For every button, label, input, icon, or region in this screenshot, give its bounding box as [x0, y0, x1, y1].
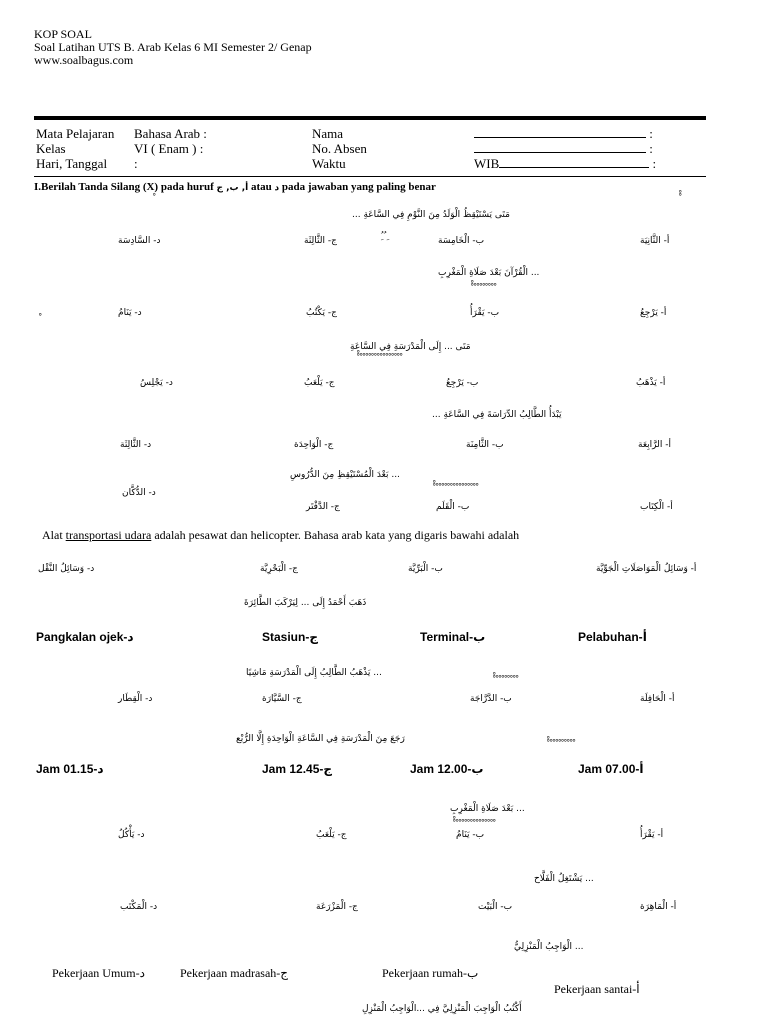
- diacritic-marks: ْ ْ: [678, 194, 681, 204]
- diacritic-marks: ْ: [152, 194, 156, 204]
- value-kelas: VI ( Enam ) :: [134, 141, 204, 156]
- q7-option-c[interactable]: Stasiun-ج: [262, 630, 318, 644]
- q7-option-a[interactable]: Pelabuhan-أ: [578, 630, 647, 644]
- diacritic-marks: ْ: [38, 314, 42, 324]
- diacritic-marks: ْ ْ ْ ْ ْ ْ ْ ْ ْ ْ ْ ْ ْ ْ ْ ْ ْ: [356, 354, 402, 364]
- q6-option-c[interactable]: ج- الْبَحْرِيَّة: [260, 564, 298, 574]
- question-5: ... بَعْدَ الْمُسْتَيْقِظِ مِنَ الدُّرُوسِ: [290, 470, 400, 480]
- q9-option-c[interactable]: Jam 12.45-ج: [262, 762, 333, 776]
- q12-option-a[interactable]: Pekerjaan santai-أ: [554, 982, 640, 996]
- q6-option-d[interactable]: د- وَسَائِلُ النَّقْل: [38, 564, 95, 574]
- q4-option-a[interactable]: أ- الرَّابِعَة: [638, 440, 671, 450]
- q3-option-c[interactable]: ج- يَلْعَبُ: [304, 378, 335, 388]
- question-6: Alat transportasi udara adalah pesawat dan helicopter. Bahasa arab kata yang digaris bawahi adalah: [42, 528, 520, 542]
- question-13: أَكْتُبُ الْوَاجِبَ الْمَنْزِلِيَّ فِي ...الْوَاجِبُ الْمَنْزِلِ: [362, 1004, 522, 1014]
- q9-option-d[interactable]: Jam 01.15-د: [36, 762, 104, 776]
- q10-option-c[interactable]: ج- يَلْعَبُ: [316, 830, 347, 840]
- no-absen-field[interactable]: :: [474, 141, 653, 156]
- kop-subtitle: Soal Latihan UTS B. Arab Kelas 6 MI Semester 2/ Genap: [34, 40, 312, 54]
- value-hari-tanggal: :: [134, 156, 138, 171]
- question-2: ... الْقُرْآنَ بَعْدَ صَلَاةِ الْمَغْرِبِ: [438, 268, 540, 278]
- q10-option-d[interactable]: د- يَأْكُلُ: [118, 830, 145, 840]
- q4-option-d[interactable]: د- الثَّالِثَة: [120, 440, 152, 450]
- question-7: ذَهَبَ أَحْمَدُ إِلَى ... لِيَرْكَبَ الطَّائِرَةَ: [244, 598, 367, 608]
- question-4: يَبْدَأُ الطَّالِبُ الدِّرَاسَةَ فِي السَّاعَةِ ...: [432, 410, 562, 420]
- q2-option-c[interactable]: ج- يَكْتُبُ: [306, 308, 337, 318]
- instruction: I.Berilah Tanda Silang (X) pada huruf أ, ب, ج atau د pada jawaban yang paling benar: [34, 181, 436, 193]
- q2-option-b[interactable]: ب- يَقْرَأُ: [470, 308, 500, 318]
- nama-field[interactable]: :: [474, 126, 653, 141]
- q3-option-b[interactable]: ب- يَرْجِعُ: [446, 378, 479, 388]
- diacritic-marks: ْ ْ ْ ْ ْ ْ ْ ْ ْ ْ: [470, 284, 496, 294]
- label-nama: Nama: [312, 126, 344, 141]
- q3-option-d[interactable]: د- يَجْلِسُ: [140, 378, 173, 388]
- q1-option-b[interactable]: ب- الْخَامِسَة: [438, 236, 485, 246]
- diacritic-marks: ُ ِ ُ ِ: [380, 232, 389, 242]
- q11-option-d[interactable]: د- الْمَكْتَب: [120, 902, 158, 912]
- kop-title: KOP SOAL: [34, 27, 92, 41]
- q12-option-c[interactable]: Pekerjaan madrasah-ج: [180, 966, 289, 980]
- q8-option-b[interactable]: ب- الدَّرَّاجَة: [470, 694, 512, 704]
- label-no-absen: No. Absen: [312, 141, 367, 156]
- question-10: ... بَعْدَ صَلَاةِ الْمَغْرِبِ: [450, 804, 525, 814]
- q11-option-a[interactable]: أ- الْمَاهِرَة: [640, 902, 677, 912]
- header-divider-thin: [34, 176, 706, 177]
- q11-option-c[interactable]: ج- الْمَزْرَعَة: [316, 902, 358, 912]
- label-mata-pelajaran: Mata Pelajaran: [36, 126, 115, 141]
- q10-option-b[interactable]: ب- يَنَامُ: [456, 830, 485, 840]
- q12-option-d[interactable]: Pekerjaan Umum-د: [52, 966, 145, 980]
- question-9: رَجَعَ مِنَ الْمَدْرَسَةِ فِي السَّاعَةِ الْوَاحِدَةِ إِلَّا الرُّبْع: [236, 734, 405, 744]
- q4-option-c[interactable]: ج- الْوَاحِدَة: [294, 440, 334, 450]
- q12-option-b[interactable]: Pekerjaan rumah-ب: [382, 966, 479, 980]
- q6-option-b[interactable]: ب- الْبَرِّيَّة: [408, 564, 443, 574]
- q3-option-a[interactable]: أ- يَذْهَبُ: [636, 378, 666, 388]
- q9-option-a[interactable]: Jam 07.00-أ: [578, 762, 644, 776]
- question-12: ... الْوَاجِبُ الْمَنْزِلِيُّ: [514, 942, 584, 952]
- q5-option-c[interactable]: ج- الدَّفْتَر: [306, 502, 340, 512]
- q8-option-a[interactable]: أ- الْحَافِلَة: [640, 694, 675, 704]
- question-1: مَتَى يَسْتَيْقِظُ الْوَلَدُ مِنَ النَّوْمِ فِي السَّاعَةِ ...: [352, 210, 510, 220]
- kop-website[interactable]: www.soalbagus.com: [34, 53, 134, 67]
- value-mata-pelajaran: Bahasa Arab :: [134, 126, 207, 141]
- q2-option-a[interactable]: أ- يَرْجِعُ: [640, 308, 667, 318]
- question-8: ... يَذْهَبُ الطَّالِبُ إِلَى الْمَدْرَسَةِ مَاشِيًا: [246, 668, 382, 678]
- header-divider-thick: [34, 116, 706, 120]
- diacritic-marks: ْ ْ ْ ْ ْ ْ ْ ْ ْ ْ ْ ْ ْ ْ ْ ْ ْ: [432, 484, 478, 494]
- diacritic-marks: ْ ْ ْ ْ ْ ْ ْ ْ ْ ْ ْ: [546, 740, 575, 750]
- q1-option-a[interactable]: أ- الثَّانِيَة: [640, 236, 670, 246]
- q10-option-a[interactable]: أ- يَقْرَأُ: [640, 830, 664, 840]
- label-hari-tanggal: Hari, Tanggal: [36, 156, 108, 171]
- q8-option-c[interactable]: ج- السَّيَّارَة: [262, 694, 302, 704]
- q4-option-b[interactable]: ب- الثَّامِنَة: [466, 440, 504, 450]
- q1-option-d[interactable]: د- السَّادِسَة: [118, 236, 161, 246]
- q8-option-d[interactable]: د- الْقِطَار: [118, 694, 153, 704]
- q11-option-b[interactable]: ب- الْبَيْت: [478, 902, 513, 912]
- diacritic-marks: ْ ْ ْ ْ ْ ْ ْ ْ ْ ْ ْ ْ ْ ْ ْ ْ: [452, 820, 495, 830]
- label-kelas: Kelas: [36, 141, 66, 156]
- diacritic-marks: ْ ْ ْ ْ ْ ْ ْ ْ ْ ْ: [492, 676, 518, 686]
- q1-option-c[interactable]: ج- الثَّالِثَة: [304, 236, 337, 246]
- q2-option-d[interactable]: د- يَنَامُ: [118, 308, 142, 318]
- q7-option-d[interactable]: Pangkalan ojek-د: [36, 630, 134, 644]
- label-waktu: Waktu: [312, 156, 346, 171]
- q7-option-b[interactable]: Terminal-ب: [420, 630, 486, 644]
- waktu-field[interactable]: WIB :: [474, 156, 657, 171]
- q9-option-b[interactable]: Jam 12.00-ب: [410, 762, 484, 776]
- question-3: مَتَى ... إِلَى الْمَدْرَسَةِ فِي السَّاعَةِ: [350, 342, 471, 352]
- q5-option-a[interactable]: أ- الْكِتَاب: [640, 502, 673, 512]
- q5-option-d[interactable]: د- الدُّكَّان: [122, 488, 156, 498]
- question-11: ... يَشْتَغِلُ الْفَلَّاح: [534, 874, 594, 884]
- q5-option-b[interactable]: ب- الْقَلَم: [436, 502, 470, 512]
- q6-option-a[interactable]: أ- وَسَائِلُ الْمَوَاصَلَاتِ الْجَوِّيَّة: [596, 564, 697, 574]
